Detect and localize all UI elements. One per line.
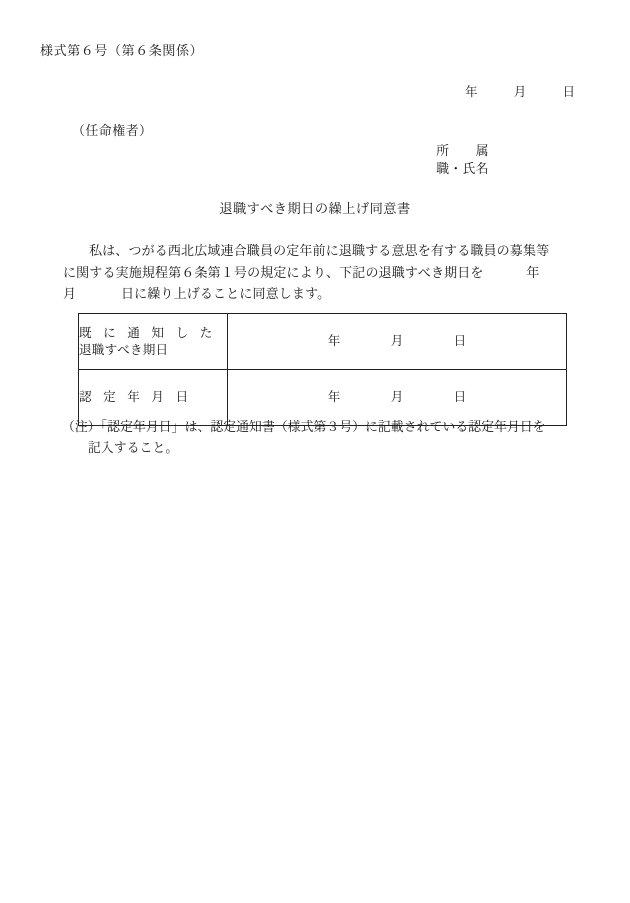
date-day-label: 日 (562, 85, 575, 99)
body-month-label: 月 (63, 286, 77, 301)
position-name-label: 職・氏名 (436, 161, 489, 176)
body-line-3-text: 日に繰り上げることに同意します。 (120, 286, 331, 301)
addressee-label: （任命権者） (72, 123, 153, 138)
date-entry-line (0, 86, 575, 99)
cell-month-label: 月 (390, 390, 404, 405)
cell-day-label: 日 (453, 334, 467, 349)
cell-year-label: 年 (327, 334, 341, 349)
page-title: 退職すべき期日の繰上げ同意書 (219, 201, 411, 216)
body-line-1: 私は、つがる西北広域連合職員の定年前に退職する意思を有する職員の募集等 (89, 243, 550, 258)
date-month-label: 月 (513, 85, 527, 99)
table-header-notified-date (79, 314, 228, 370)
footnote-line-2: 記入すること。 (88, 441, 179, 455)
body-paragraph (63, 240, 571, 305)
table-header-line-2: 退職すべき期日 (79, 342, 169, 357)
affiliation-label: 所 属 (436, 144, 489, 158)
table-header-line-1: 認 定 年 月 日 (79, 390, 193, 405)
table-header-line-1: 既 に 通 知 し た (79, 325, 217, 340)
cell-year-label: 年 (327, 390, 341, 405)
cell-month-label: 月 (390, 334, 404, 349)
date-year-label: 年 (464, 85, 478, 99)
date-table-wrapper (78, 313, 567, 426)
signer-block (0, 145, 489, 176)
table-row (79, 314, 567, 370)
body-line-3 (63, 283, 571, 305)
body-line-2-text: に関する実施規程第６条第１号の規定により、下記の退職すべき期日を (63, 264, 484, 280)
date-table (78, 313, 567, 426)
body-year-label: 年 (526, 264, 540, 280)
body-line-2 (63, 262, 571, 284)
form-number: 様式第６号（第６条関係） (40, 43, 204, 58)
footnote (62, 417, 582, 459)
footnote-line-1: （注）「認定年月日」は、認定通知書（様式第３号）に記載されている認定年月日を (62, 420, 546, 434)
cell-day-label: 日 (453, 390, 467, 405)
table-value-notified-date[interactable] (228, 314, 567, 370)
